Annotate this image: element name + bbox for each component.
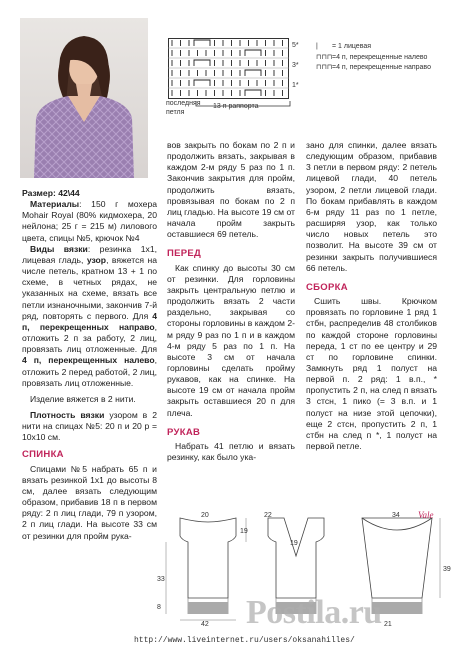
two-threads-note: Изделие вяжется в 2 нити. <box>30 393 136 404</box>
chart-legend <box>316 43 456 73</box>
back-heading: СПИНКА <box>22 449 64 461</box>
assembly-text: Сшить швы. Крючком провязать по горловине 1 ряд 1 стбн, распределив 48 столбиков по каждой стороне горловины переда, 1 ст по ее центру и 29 ст по горловине спинки. Замкнуть ряд 1 полуст на первой п. 2 ряд: 1 в.п., * пропустить 2 п, на след п вязать 3 стсн, 1 пико (= 3 в.п. и 1 полуст на низе этой цепочки), еще 2 стсн, пропустить 2 п, 1 стбн на след п *, 1 полуст на первой петле. <box>306 296 437 452</box>
cross-left-icon: ⊓⊓⊓ <box>316 53 333 61</box>
footer-url[interactable]: http://www.liveinternet.ru/users/oksanahilles/ <box>134 636 355 645</box>
back-rib-dim: 8 <box>157 604 161 611</box>
gauge-label: Плотность вязки <box>30 409 105 420</box>
assembly-heading: СБОРКА <box>306 281 348 293</box>
back-side-dim: 19 <box>240 528 248 535</box>
chart-row-label: 3* <box>292 62 299 69</box>
types-text-1: : резинка 1х1, лицевая гладь, <box>22 243 157 265</box>
pattern-label: узор <box>86 254 107 265</box>
knit-stitch-icon: | <box>316 43 318 50</box>
sleeve-text: Набрать 41 петлю и вязать резинку, как было ука- <box>167 440 295 463</box>
types-text-2: , вяжется на числе петель, кратном 13 + 1 по схеме, в четных рядах, не указанных на схеме, вязать все петли изнаночными, закончив 7-й ряд, повторять с первого. Для <box>22 254 158 321</box>
cross-right-icon: ⊓⊓⊓ <box>316 64 333 71</box>
materials-text: : 150 г мохера Mohair Royal (80% кидмохера, 20 нейлона; 25 г = 215 м) лилового цвета, спицы №5, крючок №4 <box>22 199 157 243</box>
front-heading: ПЕРЕД <box>167 248 202 260</box>
front-neck-dim: 19 <box>290 540 298 547</box>
legend-text: =4 п, перекрещенные направо <box>332 64 431 71</box>
sleeve-rib-dim: 21 <box>384 621 392 628</box>
front-text: Как спинку до высоты 30 см от резинки. Для горловины закрыть центральную петлю и продолжить вязать 2 части раздельно, закрывая со стороны горловины в каждом 2-м ряду 9 раз по 1 п и в каждом 4-м ряду 5 раз по 1 п. На высоте 3 см от начала горловины сделать пройму рукавов, как на спинке. На высоте 19 см от начала пройм закрыть оставшиеся 20 п для плеча. <box>167 262 295 418</box>
cross-left-label: 4 п, перекрещенных налево <box>22 355 155 366</box>
types-label: Виды вязки <box>30 243 88 254</box>
back-height-dim: 33 <box>157 576 165 583</box>
signature: Vale <box>418 510 434 520</box>
sleeve-side-dim: 39 <box>443 566 451 573</box>
back-text: Спицами №5 набрать 65 п и вязать резинкой 1х1 до высоты 8 см, далее вязать следующим образом, прибавив 18 п в первом ряду: 2 п лиц глади, 79 п узором, 2 п лиц глади. На высоте 33 см от резинки для пройм рука- <box>22 463 157 541</box>
sleeve-heading: РУКАВ <box>167 426 201 438</box>
back-width-dim: 42 <box>201 621 209 628</box>
cross-right-text: , отложить 2 п за работу, 2 лиц, провязать лиц отложенные. Для <box>22 321 157 355</box>
last-stitch-label: последняя петля <box>166 100 201 116</box>
cross-left-text: , отложить 2 перед работой, 2 лиц, провязать лиц отложенные. <box>22 355 157 388</box>
materials-label: Материалы <box>30 199 80 210</box>
legend-text: =4 п, перекрещенные налево <box>332 53 428 61</box>
chart-row-label: 1* <box>292 82 299 89</box>
sleeve-top-dim: 34 <box>392 512 400 519</box>
column-3 <box>306 140 437 452</box>
size-line: Размер: 42\44 <box>22 188 80 198</box>
back-continued: вов закрыть по бокам по 2 п и продолжить вязать, закрывая в каждом 2-м ряду 5 раз по 1 п. Закончив закрытия для пройм, продолжить вязать, провязывая по бокам по 2 п лиц гладью. На высоте 19 см от начала пройм закрыть оставшиеся 69 петель. <box>167 140 295 240</box>
model-photo <box>20 18 148 178</box>
chart-row-label: 5* <box>292 42 299 49</box>
knitting-chart <box>168 38 290 100</box>
front-top-dim: 22 <box>264 512 272 519</box>
column-2 <box>167 140 295 463</box>
watermark: Postila.ru <box>246 594 382 631</box>
cross-right-label: 4 п, перекрещенных направо <box>22 310 157 332</box>
sleeve-continued: зано для спинки, далее вязать следующим образом, прибавив 3 петли в первом ряду: 2 петель лицевой глади, 40 петель узором, 2 петли лицевой глади. По бокам прибавлять в каждом 6-м ряду 11 раз по 1 петле, расширяя узор, как только число новых петель это позволит. На высоте 39 см от резинки закрыть получившиеся 66 петель. <box>306 140 437 273</box>
back-top-dim: 20 <box>201 512 209 519</box>
column-1 <box>22 188 157 542</box>
legend-text: = 1 лицевая <box>332 43 372 50</box>
repeat-label: 13 п раппорта <box>213 103 259 110</box>
gauge-text: узором в 2 нити на спицах №5: 20 п и 20 р = 10х10 см. <box>22 409 157 443</box>
